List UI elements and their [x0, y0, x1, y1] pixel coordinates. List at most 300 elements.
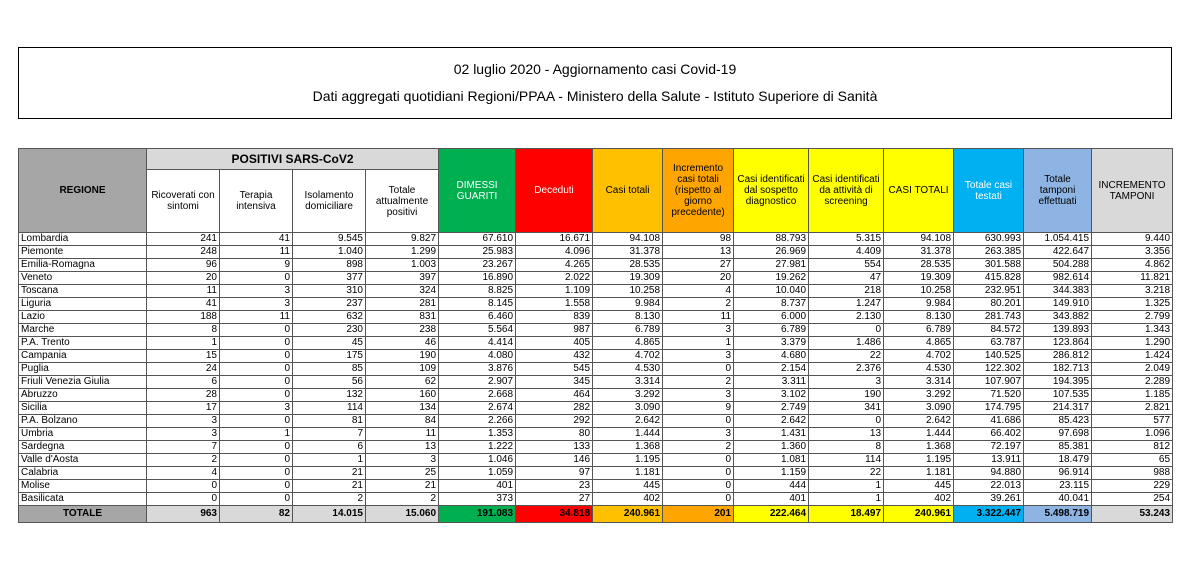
table-cell: 3.090 [884, 402, 954, 415]
table-cell: 9.545 [293, 233, 366, 246]
table-cell: 2 [147, 454, 220, 467]
table-row [19, 363, 1173, 376]
table-cell: 160 [366, 389, 439, 402]
region-name: Lazio [19, 311, 147, 324]
table-cell: 182.713 [1024, 363, 1092, 376]
table-cell: 4.409 [809, 246, 884, 259]
table-cell: 97 [516, 467, 593, 480]
table-cell: 13 [663, 246, 734, 259]
table-cell: 4.865 [593, 337, 663, 350]
table-cell: 422.647 [1024, 246, 1092, 259]
table-cell: 4.702 [884, 350, 954, 363]
table-cell: 67.610 [439, 233, 516, 246]
table-cell: 237 [293, 298, 366, 311]
table-row [19, 402, 1173, 415]
table-cell: 341 [809, 402, 884, 415]
table-cell: 41.686 [954, 415, 1024, 428]
table-cell: 9 [663, 402, 734, 415]
header-terapia-intensiva: Terapia intensiva [220, 170, 293, 233]
table-cell: 831 [366, 311, 439, 324]
table-cell: 10.040 [734, 285, 809, 298]
total-cell: 14.015 [293, 506, 366, 523]
table-cell: 114 [293, 402, 366, 415]
table-cell: 2 [366, 493, 439, 506]
table-cell: 0 [663, 363, 734, 376]
table-cell: 1.059 [439, 467, 516, 480]
table-cell: 218 [809, 285, 884, 298]
table-cell: 1.486 [809, 337, 884, 350]
table-cell: 554 [809, 259, 884, 272]
table-cell: 8 [147, 324, 220, 337]
table-cell: 1.222 [439, 441, 516, 454]
table-cell: 31.378 [593, 246, 663, 259]
table-row [19, 311, 1173, 324]
table-cell: 0 [663, 493, 734, 506]
table-cell: 17 [147, 402, 220, 415]
table-cell: 3 [663, 389, 734, 402]
table-cell: 0 [220, 337, 293, 350]
table-cell: 898 [293, 259, 366, 272]
table-cell: 11 [220, 246, 293, 259]
table-cell: 3 [220, 402, 293, 415]
header-isolamento: Isolamento domiciliare [293, 170, 366, 233]
table-cell: 1.054.415 [1024, 233, 1092, 246]
table-cell: 139.893 [1024, 324, 1092, 337]
table-row [19, 428, 1173, 441]
table-cell: 988 [1092, 467, 1173, 480]
region-name: Liguria [19, 298, 147, 311]
table-cell: 63.787 [954, 337, 1024, 350]
table-cell: 3 [147, 428, 220, 441]
table-cell: 194.395 [1024, 376, 1092, 389]
table-cell: 9 [220, 259, 293, 272]
table-cell: 0 [220, 389, 293, 402]
table-cell: 2.674 [439, 402, 516, 415]
table-cell: 2.642 [734, 415, 809, 428]
table-cell: 4.080 [439, 350, 516, 363]
table-cell: 1.444 [593, 428, 663, 441]
table-cell: 28 [147, 389, 220, 402]
table-cell: 21 [293, 467, 366, 480]
table-cell: 2.266 [439, 415, 516, 428]
table-cell: 19.309 [884, 272, 954, 285]
table-cell: 97.698 [1024, 428, 1092, 441]
table-cell: 4.862 [1092, 259, 1173, 272]
header-ricoverati: Ricoverati con sintomi [147, 170, 220, 233]
table-cell: 0 [220, 454, 293, 467]
table-cell: 10.258 [884, 285, 954, 298]
table-cell: 2.642 [593, 415, 663, 428]
table-cell: 66.402 [954, 428, 1024, 441]
table-cell: 344.383 [1024, 285, 1092, 298]
table-cell: 1.181 [884, 467, 954, 480]
table-cell: 982.614 [1024, 272, 1092, 285]
table-cell: 1.247 [809, 298, 884, 311]
table-cell: 13 [366, 441, 439, 454]
table-cell: 3.379 [734, 337, 809, 350]
table-cell: 41 [220, 233, 293, 246]
table-cell: 3.876 [439, 363, 516, 376]
table-cell: 1 [663, 337, 734, 350]
region-name: Campania [19, 350, 147, 363]
table-cell: 133 [516, 441, 593, 454]
table-cell: 1.185 [1092, 389, 1173, 402]
table-cell: 27 [663, 259, 734, 272]
table-cell: 1.325 [1092, 298, 1173, 311]
table-cell: 8.130 [884, 311, 954, 324]
table-cell: 9.984 [884, 298, 954, 311]
header-incremento-tamponi: INCREMENTO TAMPONI [1092, 149, 1173, 233]
table-cell: 4.265 [516, 259, 593, 272]
table-cell: 140.525 [954, 350, 1024, 363]
table-row [19, 415, 1173, 428]
table-cell: 9.827 [366, 233, 439, 246]
table-cell: 6 [293, 441, 366, 454]
total-cell: 34.818 [516, 506, 593, 523]
table-cell: 1.368 [593, 441, 663, 454]
table-cell: 109 [366, 363, 439, 376]
region-name: P.A. Trento [19, 337, 147, 350]
region-name: Molise [19, 480, 147, 493]
table-cell: 282 [516, 402, 593, 415]
region-name: Lombardia [19, 233, 147, 246]
table-cell: 5.315 [809, 233, 884, 246]
table-cell: 22.013 [954, 480, 1024, 493]
table-cell: 4.530 [593, 363, 663, 376]
table-cell: 504.288 [1024, 259, 1092, 272]
table-cell: 132 [293, 389, 366, 402]
total-label: TOTALE [19, 506, 147, 523]
region-name: Puglia [19, 363, 147, 376]
table-cell: 3 [220, 298, 293, 311]
title-box [18, 47, 1172, 119]
table-cell: 22 [809, 350, 884, 363]
table-cell: 1.046 [439, 454, 516, 467]
table-cell: 2.642 [884, 415, 954, 428]
table-cell: 0 [220, 272, 293, 285]
table-cell: 3.292 [884, 389, 954, 402]
header-positivi-group: POSITIVI SARS-CoV2 [147, 149, 439, 170]
table-cell: 10.258 [593, 285, 663, 298]
header-regione: REGIONE [19, 149, 147, 233]
table-cell: 3.292 [593, 389, 663, 402]
header-casi-sospetto-diagnostico: Casi identificati dal sospetto diagnostico [734, 149, 809, 233]
table-cell: 84.572 [954, 324, 1024, 337]
table-row [19, 389, 1173, 402]
total-cell: 15.060 [366, 506, 439, 523]
table-cell: 3 [809, 376, 884, 389]
table-cell: 0 [147, 480, 220, 493]
table-cell: 3 [366, 454, 439, 467]
header-dimessi-guariti: DIMESSI GUARITI [439, 149, 516, 233]
table-cell: 3 [220, 285, 293, 298]
table-cell: 11.821 [1092, 272, 1173, 285]
table-cell: 31.378 [884, 246, 954, 259]
total-cell: 222.464 [734, 506, 809, 523]
table-cell: 3.090 [593, 402, 663, 415]
table-cell: 16.671 [516, 233, 593, 246]
region-name: Sardegna [19, 441, 147, 454]
table-cell: 281.743 [954, 311, 1024, 324]
total-cell: 240.961 [593, 506, 663, 523]
table-cell: 1.290 [1092, 337, 1173, 350]
table-cell: 445 [593, 480, 663, 493]
table-cell: 0 [220, 480, 293, 493]
covid-data-table [18, 148, 1173, 523]
table-cell: 72.197 [954, 441, 1024, 454]
table-cell: 65 [1092, 454, 1173, 467]
table-cell: 812 [1092, 441, 1173, 454]
table-cell: 254 [1092, 493, 1173, 506]
table-cell: 98 [663, 233, 734, 246]
table-cell: 27 [516, 493, 593, 506]
header-totale-casi-testati: Totale casi testati [954, 149, 1024, 233]
table-cell: 188 [147, 311, 220, 324]
table-cell: 377 [293, 272, 366, 285]
table-cell: 1.181 [593, 467, 663, 480]
total-cell: 191.083 [439, 506, 516, 523]
table-cell: 4.530 [884, 363, 954, 376]
table-cell: 9.440 [1092, 233, 1173, 246]
table-cell: 2.130 [809, 311, 884, 324]
region-name: P.A. Bolzano [19, 415, 147, 428]
table-cell: 281 [366, 298, 439, 311]
table-row [19, 454, 1173, 467]
table-cell: 3.218 [1092, 285, 1173, 298]
table-cell: 149.910 [1024, 298, 1092, 311]
table-cell: 432 [516, 350, 593, 363]
table-cell: 2 [293, 493, 366, 506]
table-cell: 1 [220, 428, 293, 441]
total-cell: 18.497 [809, 506, 884, 523]
table-row [19, 480, 1173, 493]
table-cell: 25.983 [439, 246, 516, 259]
table-cell: 1.003 [366, 259, 439, 272]
table-cell: 1 [809, 493, 884, 506]
table-cell: 0 [220, 467, 293, 480]
table-cell: 6.789 [884, 324, 954, 337]
table-row [19, 467, 1173, 480]
table-cell: 134 [366, 402, 439, 415]
region-name: Basilicata [19, 493, 147, 506]
table-cell: 71.520 [954, 389, 1024, 402]
table-cell: 2.376 [809, 363, 884, 376]
table-cell: 8.825 [439, 285, 516, 298]
page-title: 02 luglio 2020 - Aggiornamento casi Covid-19 [453, 61, 737, 77]
table-cell: 28.535 [884, 259, 954, 272]
table-cell: 6.000 [734, 311, 809, 324]
region-name: Abruzzo [19, 389, 147, 402]
table-cell: 3.311 [734, 376, 809, 389]
table-cell: 122.302 [954, 363, 1024, 376]
total-row [19, 506, 1173, 523]
table-cell: 2.049 [1092, 363, 1173, 376]
table-cell: 2.154 [734, 363, 809, 376]
table-cell: 1.353 [439, 428, 516, 441]
region-name: Sicilia [19, 402, 147, 415]
header-incremento-casi: Incremento casi totali (rispetto al giorno precedente) [663, 149, 734, 233]
table-cell: 16.890 [439, 272, 516, 285]
table-cell: 23.115 [1024, 480, 1092, 493]
table-cell: 292 [516, 415, 593, 428]
table-cell: 401 [439, 480, 516, 493]
total-cell: 201 [663, 506, 734, 523]
table-cell: 7 [147, 441, 220, 454]
table-cell: 25 [366, 467, 439, 480]
table-cell: 13 [809, 428, 884, 441]
table-cell: 190 [809, 389, 884, 402]
table-cell: 415.828 [954, 272, 1024, 285]
table-cell: 39.261 [954, 493, 1024, 506]
table-cell: 1.299 [366, 246, 439, 259]
total-cell: 963 [147, 506, 220, 523]
table-cell: 405 [516, 337, 593, 350]
table-cell: 0 [220, 376, 293, 389]
table-cell: 0 [220, 324, 293, 337]
table-cell: 94.108 [593, 233, 663, 246]
table-cell: 6.460 [439, 311, 516, 324]
table-cell: 0 [147, 493, 220, 506]
table-cell: 18.479 [1024, 454, 1092, 467]
table-cell: 3 [663, 350, 734, 363]
table-cell: 4 [147, 467, 220, 480]
table-cell: 107.907 [954, 376, 1024, 389]
table-cell: 28.535 [593, 259, 663, 272]
total-cell: 240.961 [884, 506, 954, 523]
table-cell: 9.984 [593, 298, 663, 311]
table-cell: 286.812 [1024, 350, 1092, 363]
total-cell: 5.498.719 [1024, 506, 1092, 523]
table-cell: 545 [516, 363, 593, 376]
table-cell: 81 [293, 415, 366, 428]
table-row [19, 272, 1173, 285]
table-row [19, 285, 1173, 298]
table-row [19, 493, 1173, 506]
table-cell: 11 [220, 311, 293, 324]
table-cell: 2 [663, 298, 734, 311]
table-cell: 2.907 [439, 376, 516, 389]
table-cell: 2.821 [1092, 402, 1173, 415]
region-name: Emilia-Romagna [19, 259, 147, 272]
table-cell: 62 [366, 376, 439, 389]
table-cell: 8 [809, 441, 884, 454]
table-cell: 4.414 [439, 337, 516, 350]
table-cell: 3.314 [884, 376, 954, 389]
table-cell: 1 [809, 480, 884, 493]
table-cell: 0 [663, 454, 734, 467]
region-name: Valle d'Aosta [19, 454, 147, 467]
table-cell: 96.914 [1024, 467, 1092, 480]
table-cell: 345 [516, 376, 593, 389]
table-cell: 1.081 [734, 454, 809, 467]
table-row [19, 259, 1173, 272]
table-cell: 263.385 [954, 246, 1024, 259]
table-cell: 1.195 [884, 454, 954, 467]
table-cell: 2.289 [1092, 376, 1173, 389]
table-cell: 3 [663, 428, 734, 441]
table-cell: 4.096 [516, 246, 593, 259]
table-cell: 232.951 [954, 285, 1024, 298]
table-cell: 20 [663, 272, 734, 285]
table-cell: 45 [293, 337, 366, 350]
table-cell: 8.145 [439, 298, 516, 311]
table-cell: 1.096 [1092, 428, 1173, 441]
table-cell: 397 [366, 272, 439, 285]
table-row [19, 233, 1173, 246]
table-cell: 23 [516, 480, 593, 493]
table-cell: 1.360 [734, 441, 809, 454]
table-row [19, 376, 1173, 389]
table-cell: 343.882 [1024, 311, 1092, 324]
table-row [19, 246, 1173, 259]
table-cell: 175 [293, 350, 366, 363]
table-cell: 0 [663, 480, 734, 493]
table-cell: 21 [293, 480, 366, 493]
table-cell: 123.864 [1024, 337, 1092, 350]
table-cell: 11 [663, 311, 734, 324]
table-cell: 3 [663, 324, 734, 337]
table-cell: 3.314 [593, 376, 663, 389]
region-name: Marche [19, 324, 147, 337]
region-name: Piemonte [19, 246, 147, 259]
table-row [19, 324, 1173, 337]
table-cell: 1.159 [734, 467, 809, 480]
table-cell: 11 [147, 285, 220, 298]
table-cell: 444 [734, 480, 809, 493]
table-cell: 114 [809, 454, 884, 467]
header-casi-totali-2: CASI TOTALI [884, 149, 954, 233]
table-cell: 94.108 [884, 233, 954, 246]
table-cell: 27.981 [734, 259, 809, 272]
table-cell: 238 [366, 324, 439, 337]
table-cell: 80 [516, 428, 593, 441]
table-cell: 1.368 [884, 441, 954, 454]
table-cell: 19.309 [593, 272, 663, 285]
table-cell: 3.356 [1092, 246, 1173, 259]
header-totale-positivi: Totale attualmente positivi [366, 170, 439, 233]
region-name: Calabria [19, 467, 147, 480]
table-cell: 13.911 [954, 454, 1024, 467]
table-cell: 373 [439, 493, 516, 506]
header-deceduti: Deceduti [516, 149, 593, 233]
table-cell: 2.022 [516, 272, 593, 285]
total-cell: 82 [220, 506, 293, 523]
table-cell: 19.262 [734, 272, 809, 285]
table-cell: 630.993 [954, 233, 1024, 246]
table-cell: 839 [516, 311, 593, 324]
region-name: Veneto [19, 272, 147, 285]
table-cell: 0 [220, 363, 293, 376]
table-cell: 1.431 [734, 428, 809, 441]
table-cell: 230 [293, 324, 366, 337]
table-cell: 84 [366, 415, 439, 428]
table-cell: 301.588 [954, 259, 1024, 272]
table-row [19, 337, 1173, 350]
table-cell: 96 [147, 259, 220, 272]
table-cell: 4 [663, 285, 734, 298]
table-cell: 4.680 [734, 350, 809, 363]
table-cell: 0 [663, 467, 734, 480]
table-cell: 4.702 [593, 350, 663, 363]
table-cell: 94.880 [954, 467, 1024, 480]
table-cell: 85 [293, 363, 366, 376]
total-cell: 3.322.447 [954, 506, 1024, 523]
table-cell: 26.969 [734, 246, 809, 259]
table-cell: 632 [293, 311, 366, 324]
table-cell: 1.195 [593, 454, 663, 467]
table-cell: 5.564 [439, 324, 516, 337]
table-cell: 174.795 [954, 402, 1024, 415]
